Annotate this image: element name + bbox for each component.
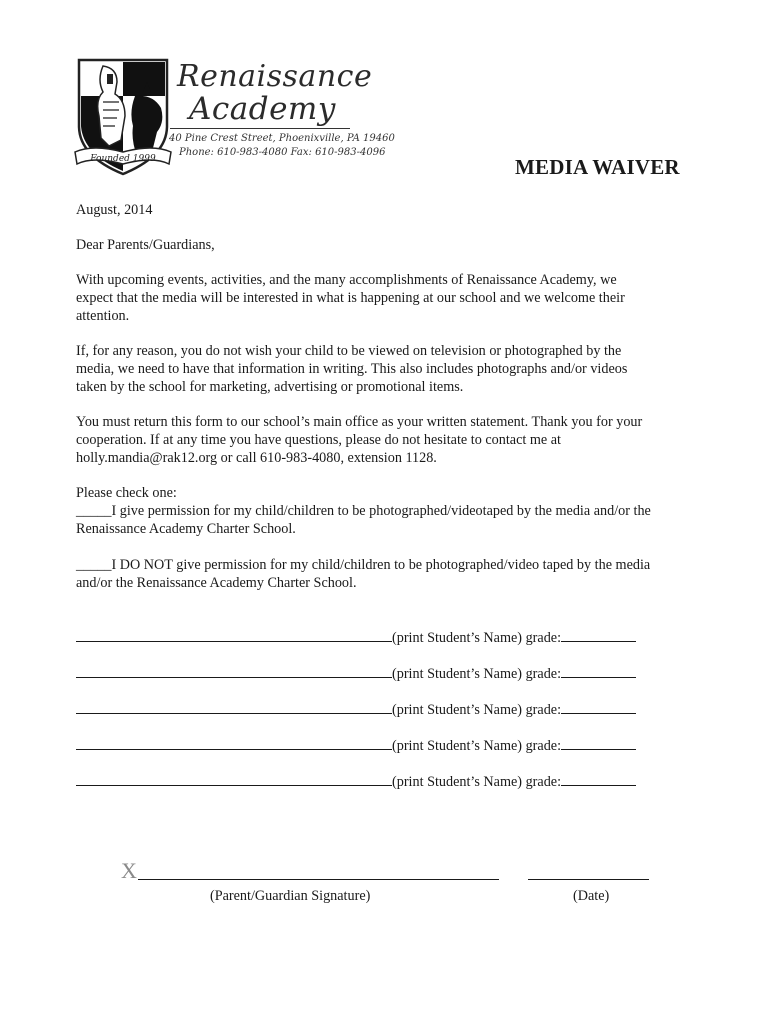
paragraph-line: expect that the media will be interested in what is happening at our school and we welcome their (76, 290, 625, 306)
student-name-field[interactable] (76, 627, 392, 642)
student-row (76, 627, 636, 647)
student-name-field[interactable] (76, 699, 392, 714)
permission-give-option[interactable]: _____I give permission for my child/children to be photographed/videotaped by the media and/or the (76, 503, 651, 519)
school-name-line2: Academy (189, 91, 336, 127)
school-name-line1: Renaissance (177, 59, 373, 94)
signature-field[interactable] (138, 879, 499, 880)
student-row-label: (print Student’s Name) grade: (392, 630, 562, 646)
student-row-label: (print Student’s Name) grade: (392, 774, 562, 790)
student-row-label: (print Student’s Name) grade: (392, 702, 562, 718)
permission-deny-option[interactable]: _____I DO NOT give permission for my child/children to be photographed/video taped by the media (76, 557, 651, 573)
letter-date: August, 2014 (76, 202, 153, 218)
paragraph-line: holly.mandia@rak12.org or call 610-983-4080, extension 1128. (76, 450, 437, 466)
student-row (76, 663, 636, 683)
school-phone: Phone: 610-983-4080 Fax: 610-983-4096 (179, 147, 386, 158)
salutation: Dear Parents/Guardians, (76, 237, 215, 253)
document-title: MEDIA WAIVER (515, 155, 680, 179)
paragraph-line: You must return this form to our school’s main office as your written statement. Thank you for your (76, 414, 643, 430)
paragraph-line: With upcoming events, activities, and the many accomplishments of Renaissance Academy, we (76, 272, 617, 288)
paragraph-line: cooperation. If at any time you have questions, please do not hesitate to contact me at (76, 432, 561, 448)
paragraph-line: taken by the school for marketing, advertising or promotional items. (76, 379, 464, 395)
permission-give-option-cont: Renaissance Academy Charter School. (76, 521, 296, 537)
student-row-label: (print Student’s Name) grade: (392, 666, 562, 682)
paragraph-line: If, for any reason, you do not wish your child to be viewed on television or photographed by the (76, 343, 622, 359)
student-row (76, 699, 636, 719)
date-caption: (Date) (573, 888, 610, 904)
student-row (76, 771, 636, 791)
student-name-field[interactable] (76, 771, 392, 786)
crest-icon (73, 56, 173, 181)
signature-caption: (Parent/Guardian Signature) (210, 888, 371, 904)
permission-deny-option-cont: and/or the Renaissance Academy Charter School. (76, 575, 357, 591)
letterhead-divider (170, 128, 350, 129)
permission-deny-block (76, 556, 696, 592)
paragraph-opt-out (76, 342, 696, 396)
founded-text: Founded 1999 (90, 154, 156, 164)
grade-field[interactable] (561, 627, 636, 642)
grade-field[interactable] (561, 699, 636, 714)
student-row (76, 735, 636, 755)
grade-field[interactable] (561, 771, 636, 786)
check-prompt: Please check one: (76, 485, 177, 501)
check-options (76, 484, 696, 538)
paragraph-return-form (76, 413, 696, 467)
student-row-label: (print Student’s Name) grade: (392, 738, 562, 754)
school-logo (73, 56, 395, 181)
student-name-field[interactable] (76, 663, 392, 678)
paragraph-line: media, we need to have that information in writing. This also includes photographs and/or videos (76, 361, 628, 377)
date-field[interactable] (528, 879, 649, 880)
signature-x-mark: X (121, 858, 137, 883)
student-name-field[interactable] (76, 735, 392, 750)
paragraph-line: attention. (76, 308, 130, 324)
school-address: 40 Pine Crest Street, Phoenixville, PA 19460 (169, 133, 395, 144)
grade-field[interactable] (561, 663, 636, 678)
paragraph-intro (76, 271, 696, 325)
grade-field[interactable] (561, 735, 636, 750)
